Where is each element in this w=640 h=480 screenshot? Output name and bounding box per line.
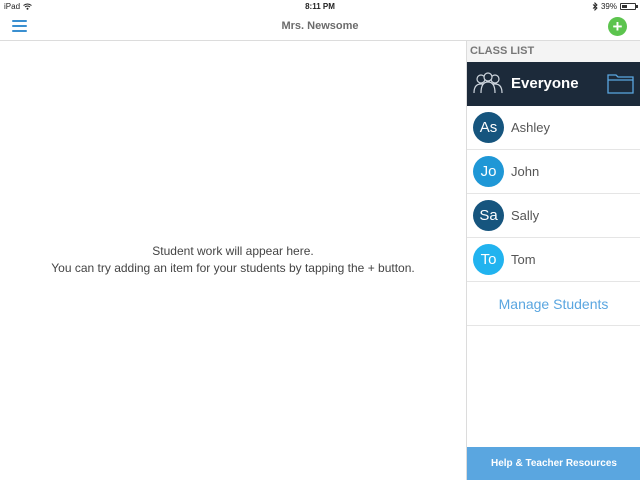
student-name: Ashley bbox=[511, 120, 551, 135]
student-row[interactable] bbox=[467, 238, 640, 282]
status-bar bbox=[0, 0, 640, 13]
help-teacher-resources-button[interactable]: Help & Teacher Resources bbox=[467, 447, 640, 480]
bluetooth-icon bbox=[592, 2, 598, 11]
student-avatar: Jo bbox=[473, 156, 504, 187]
student-name: John bbox=[511, 164, 540, 179]
student-avatar: To bbox=[473, 244, 504, 275]
everyone-item[interactable] bbox=[467, 62, 640, 106]
student-name: Sally bbox=[511, 208, 540, 223]
add-item-button[interactable]: + bbox=[608, 17, 627, 36]
page-title: Mrs. Newsome bbox=[281, 20, 359, 32]
class-list-sidebar bbox=[466, 41, 640, 480]
student-avatar: Sa bbox=[473, 200, 504, 231]
manage-students-button[interactable]: Manage Students bbox=[467, 282, 640, 326]
folder-icon[interactable] bbox=[607, 72, 634, 94]
everyone-label: Everyone bbox=[511, 75, 579, 92]
student-row[interactable] bbox=[467, 106, 640, 150]
device-label: iPad bbox=[4, 2, 21, 11]
student-avatar: As bbox=[473, 112, 504, 143]
student-row[interactable] bbox=[467, 150, 640, 194]
student-row[interactable] bbox=[467, 194, 640, 238]
status-time: 8:11 PM bbox=[305, 2, 335, 11]
student-name: Tom bbox=[511, 252, 536, 267]
empty-state-message bbox=[0, 243, 466, 277]
navigation-bar bbox=[0, 13, 640, 41]
battery-percent: 39% bbox=[600, 2, 617, 11]
empty-state-line: Student work will appear here. bbox=[152, 244, 314, 258]
class-list-header: CLASS LIST bbox=[467, 41, 640, 62]
empty-state-line: You can try adding an item for your students by tapping the + button. bbox=[51, 261, 415, 275]
student-work-area bbox=[0, 41, 466, 480]
battery-icon bbox=[620, 3, 636, 10]
group-icon bbox=[472, 72, 504, 94]
